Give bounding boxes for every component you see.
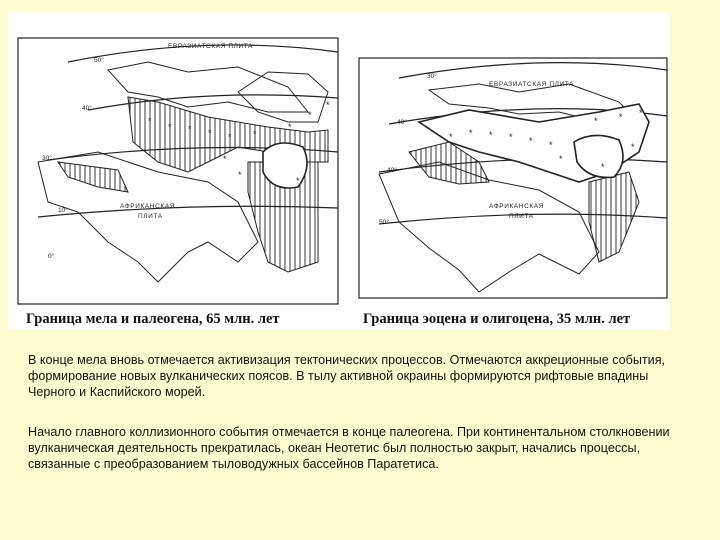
svg-text:*: *	[489, 130, 493, 140]
svg-text:*: *	[509, 132, 513, 142]
map-right-plate-south-1: АФРИКАНСКАЯ	[489, 203, 544, 210]
svg-text:*: *	[188, 124, 192, 134]
svg-text:*: *	[238, 170, 242, 180]
svg-text:*: *	[208, 128, 212, 138]
svg-text:*: *	[253, 129, 257, 139]
svg-text:*: *	[449, 132, 453, 142]
svg-text:*: *	[228, 132, 232, 142]
map-right-lat-label: 40°	[397, 119, 407, 126]
map-right-lat-label: 40°	[387, 167, 397, 174]
map-right-drawing	[339, 12, 670, 330]
map-left-lat-label: 30°	[42, 155, 52, 162]
svg-text:*: *	[549, 140, 553, 150]
svg-text:*: *	[469, 128, 473, 138]
map-left-drawing	[8, 12, 339, 330]
map-left-lat-label: 10°	[58, 207, 68, 214]
map-eocene-oligocene	[339, 12, 670, 330]
map-cretaceous-paleogene	[8, 12, 339, 330]
svg-text:*: *	[601, 162, 605, 172]
svg-text:*: *	[168, 122, 172, 132]
svg-text:*: *	[529, 136, 533, 146]
map-left-plate-north: ЕВРАЗИАТСКАЯ ПЛИТА	[168, 43, 254, 50]
svg-text:*: *	[148, 116, 152, 126]
svg-text:*: *	[631, 142, 635, 152]
svg-text:*: *	[559, 154, 563, 164]
svg-text:*: *	[326, 100, 330, 110]
svg-text:*: *	[594, 116, 598, 126]
map-left-lat-label: 50°	[94, 57, 104, 64]
map-right-lat-label: 50°	[379, 219, 389, 226]
paragraph-cretaceous: В конце мела вновь отмечается активизация тектонических процессов. Отмечаются аккреционные события, формирование новых вулканических поясов. В тылу активной окраины формируются рифтовые впадины Черного и Каспийского морей.	[28, 353, 666, 399]
map-right-lat-label: 30°	[427, 73, 437, 80]
svg-text:*: *	[639, 108, 643, 118]
paragraph-paleogene: Начало главного коллизионного события отмечается в конце палеогена. При континентальном столкновении вулканическая деятельность прекратилась, океан Неотетис был полностью закрыт, начались процессы, связанные с преобразованием тыловодужных бассейнов Паратетиса.	[28, 425, 670, 471]
svg-text:*: *	[223, 154, 227, 164]
svg-text:*: *	[619, 112, 623, 122]
svg-text:*: *	[308, 110, 312, 120]
map-left-caption: Граница мела и палеогена, 65 млн. лет	[26, 311, 280, 327]
map-left-plate-south-2: ПЛИТА	[138, 213, 163, 220]
map-left-plate-south-1: АФРИКАНСКАЯ	[120, 203, 175, 210]
map-right-caption: Граница эоцена и олигоцена, 35 млн. лет	[363, 311, 631, 327]
map-right-plate-north: ЕВРАЗИАТСКАЯ ПЛИТА	[489, 81, 575, 88]
map-left-lat-label: 40°	[82, 105, 92, 112]
svg-text:*: *	[288, 122, 292, 132]
map-right-plate-south-2: ПЛИТА	[509, 213, 534, 220]
figure-maps	[8, 12, 670, 330]
map-left-lat-label: 0°	[48, 253, 55, 260]
svg-text:*: *	[296, 176, 300, 186]
